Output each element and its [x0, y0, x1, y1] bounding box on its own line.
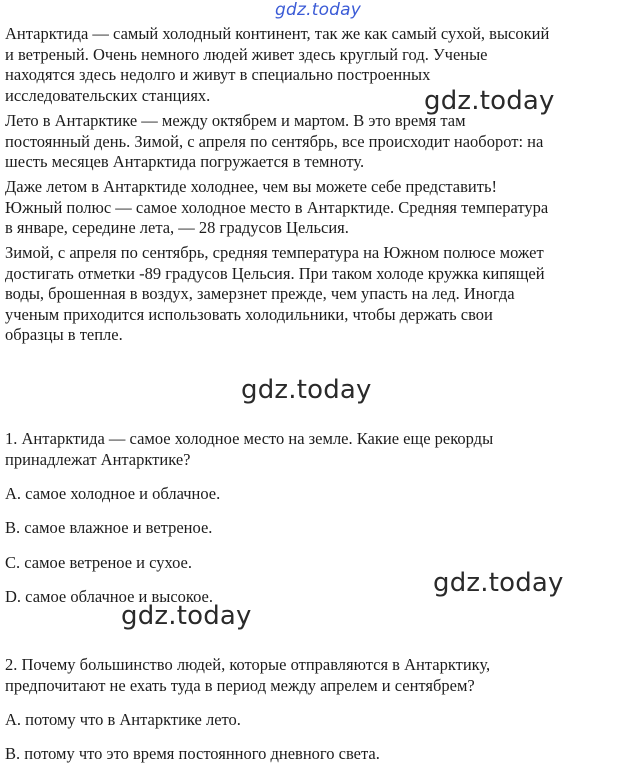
text-line: Лето в Антарктике — между октябрем и мартом. В это время там — [5, 111, 466, 130]
watermark: gdz.today — [241, 375, 372, 405]
paragraph-winter — [5, 243, 629, 346]
watermark: gdz.today — [433, 568, 564, 598]
question-line: принадлежат Антарктике? — [5, 449, 191, 469]
text-line: достигать отметки -89 градусов Цельсия. При таком холоде кружка кипящей — [5, 263, 545, 283]
answer-option-a: A. самое холодное и облачное. — [5, 484, 221, 503]
text-line: и ветреный. Очень немного людей живет здесь круглый год. Ученые — [5, 44, 488, 64]
question-line: 1. Антарктида — самое холодное место на земле. Какие еще рекорды — [5, 429, 494, 448]
text-line: находятся здесь недолго и живут в специально построенных — [5, 65, 431, 84]
text-line: Зимой, с апреля по сентябрь, средняя температура на Южном полюсе может — [5, 243, 544, 262]
paragraph-cold — [5, 177, 629, 239]
text-line: постоянный день. Зимой, с апреля по сентябрь, все происходит наоборот: на — [5, 131, 544, 151]
watermark: gdz.today — [424, 86, 555, 116]
answer-option-b: B. потому что это время постоянного дневного света. — [5, 744, 380, 763]
paragraph-summer — [5, 111, 629, 173]
text-line: Южный полюс — самое холодное место в Антарктиде. Средняя температура — [5, 197, 549, 217]
text-line: Даже летом в Антарктиде холоднее, чем вы можете себе представить! — [5, 177, 497, 196]
text-line: Антарктида — самый холодный континент, так же как самый сухой, высокий — [5, 24, 550, 43]
watermark-top: gdz.today — [275, 0, 362, 20]
answer-option-b: B. самое влажное и ветреное. — [5, 518, 213, 537]
text-line: исследовательских станциях. — [5, 85, 211, 105]
question-1 — [5, 429, 629, 470]
text-line: ученым приходится использовать холодильники, чтобы держать свои — [5, 304, 493, 324]
text-line: шесть месяцев Антарктида погружается в темноту. — [5, 152, 365, 171]
answer-option-a: A. потому что в Антарктике лето. — [5, 710, 241, 729]
question-2 — [5, 655, 629, 696]
text-line: образцы в тепле. — [5, 325, 123, 344]
answer-option-d: D. самое облачное и высокое. — [5, 587, 213, 606]
answer-option-c: C. самое ветреное и сухое. — [5, 553, 193, 572]
question-line: 2. Почему большинство людей, которые отправляются в Антарктику, — [5, 655, 491, 674]
question-line: предпочитают не ехать туда в период между апрелем и сентябрем? — [5, 675, 475, 695]
text-line: воды, брошенная в воздух, замерзнет прежде, чем упасть на лед. Иногда — [5, 284, 515, 303]
watermark: gdz.today — [121, 601, 252, 631]
text-line: в январе, середине лета, — 28 градусов Цельсия. — [5, 218, 349, 237]
